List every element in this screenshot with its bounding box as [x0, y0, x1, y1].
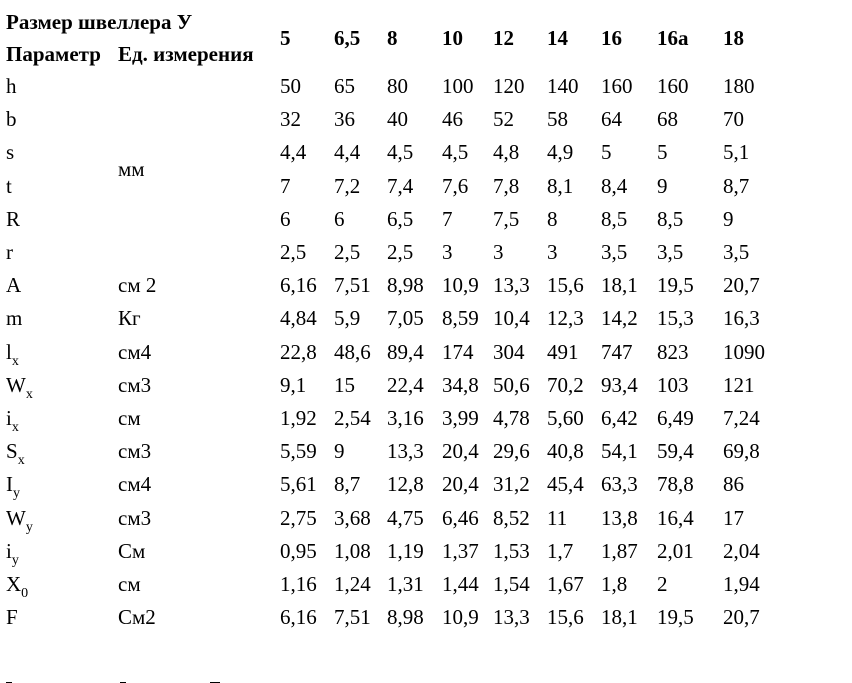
- value-cell: 20,7: [723, 605, 760, 630]
- unit-cell: см3: [118, 505, 152, 530]
- value-cell: 17: [723, 505, 744, 530]
- value-cell: 13,3: [493, 273, 530, 298]
- value-cell: 160: [601, 74, 633, 99]
- param-cell: [6, 103, 118, 136]
- value-cell: 9,1: [280, 372, 307, 397]
- param-subscript: x: [11, 419, 19, 435]
- value-cell: 7,8: [493, 173, 520, 198]
- unit-cell: см3: [118, 372, 152, 397]
- value-cell: 70: [723, 107, 744, 132]
- value-cell: 6,42: [601, 405, 638, 430]
- unit-cell: см: [118, 405, 141, 430]
- value-cell: 180: [723, 74, 755, 99]
- value-cell: 8,52: [493, 505, 530, 530]
- param-symbol: I: [6, 472, 13, 497]
- table-row: [6, 302, 783, 335]
- unit-cell-mm-group: мм: [118, 157, 145, 182]
- value-cell: 6,49: [657, 405, 694, 430]
- param-cell: [6, 236, 118, 269]
- value-cell: 7: [442, 206, 453, 231]
- value-cell: 1,8: [601, 571, 628, 596]
- value-cell: 58: [547, 107, 568, 132]
- param-symbol: S: [6, 439, 18, 464]
- value-cell: 3,68: [334, 505, 371, 530]
- unit-cell: см4: [118, 339, 152, 364]
- value-cell: 70,2: [547, 372, 584, 397]
- value-cell: 1,54: [493, 571, 530, 596]
- value-cell: 8,1: [547, 173, 574, 198]
- value-cell: 7,05: [387, 306, 424, 331]
- value-cell: 15: [334, 372, 355, 397]
- param-subscript: x: [11, 353, 19, 369]
- param-symbol: A: [6, 273, 22, 298]
- size-col: 6,5: [334, 25, 361, 50]
- value-cell: 68: [657, 107, 678, 132]
- param-symbol: b: [6, 107, 17, 132]
- value-cell: 16,4: [657, 505, 694, 530]
- table-row: [6, 535, 783, 568]
- value-cell: 64: [601, 107, 622, 132]
- value-cell: 8,59: [442, 306, 479, 331]
- table-row: [6, 568, 783, 601]
- param-symbol: W: [6, 505, 26, 530]
- param-symbol: h: [6, 74, 17, 99]
- table-row: [6, 601, 783, 634]
- value-cell: 140: [547, 74, 579, 99]
- value-cell: 103: [657, 372, 689, 397]
- table-row: [6, 269, 783, 302]
- size-col: 18: [723, 25, 744, 50]
- value-cell: 1,37: [442, 538, 479, 563]
- value-cell: 19,5: [657, 605, 694, 630]
- value-cell: 1,92: [280, 405, 317, 430]
- param-symbol: l: [6, 339, 12, 364]
- value-cell: 89,4: [387, 339, 424, 364]
- value-cell: 80: [387, 74, 408, 99]
- param-cell: [6, 269, 118, 302]
- value-cell: 20,4: [442, 472, 479, 497]
- table-row: [6, 468, 783, 501]
- value-cell: 100: [442, 74, 474, 99]
- value-cell: 13,3: [387, 439, 424, 464]
- value-cell: 8: [547, 206, 558, 231]
- value-cell: 3: [493, 240, 504, 265]
- value-cell: 7,4: [387, 173, 414, 198]
- value-cell: 8,5: [601, 206, 628, 231]
- param-symbol: i: [6, 405, 12, 430]
- param-symbol: r: [6, 240, 13, 265]
- value-cell: 15,6: [547, 605, 584, 630]
- value-cell: 3,5: [723, 240, 750, 265]
- value-cell: 4,4: [280, 140, 307, 165]
- value-cell: 4,9: [547, 140, 574, 165]
- value-cell: 1,44: [442, 571, 479, 596]
- value-cell: 5,1: [723, 140, 750, 165]
- value-cell: 50: [280, 74, 301, 99]
- value-cell: 2,75: [280, 505, 317, 530]
- value-cell: 18,1: [601, 273, 638, 298]
- unit-cell: см3: [118, 439, 152, 464]
- param-cell: [6, 136, 118, 169]
- value-cell: 7,5: [493, 206, 520, 231]
- value-cell: 32: [280, 107, 301, 132]
- value-cell: 63,3: [601, 472, 638, 497]
- value-cell: 12,3: [547, 306, 584, 331]
- value-cell: 6,46: [442, 505, 479, 530]
- value-cell: 491: [547, 339, 579, 364]
- value-cell: 8,4: [601, 173, 628, 198]
- value-cell: 34,8: [442, 372, 479, 397]
- unit-cell: см4: [118, 472, 152, 497]
- value-cell: 9: [723, 206, 734, 231]
- value-cell: 46: [442, 107, 463, 132]
- value-cell: 3: [442, 240, 453, 265]
- value-cell: 19,5: [657, 273, 694, 298]
- param-cell: [6, 601, 118, 634]
- param-subscript: y: [11, 552, 19, 568]
- value-cell: 93,4: [601, 372, 638, 397]
- value-cell: 4,4: [334, 140, 361, 165]
- value-cell: 20,4: [442, 439, 479, 464]
- param-cell: [6, 468, 118, 501]
- value-cell: 54,1: [601, 439, 638, 464]
- value-cell: 120: [493, 74, 525, 99]
- param-cell: [6, 203, 118, 236]
- value-cell: 0,95: [280, 538, 317, 563]
- value-cell: 160: [657, 74, 689, 99]
- value-cell: 5,61: [280, 472, 317, 497]
- value-cell: 3,99: [442, 405, 479, 430]
- value-cell: 20,7: [723, 273, 760, 298]
- value-cell: 22,4: [387, 372, 424, 397]
- value-cell: 10,9: [442, 605, 479, 630]
- value-cell: 48,6: [334, 339, 371, 364]
- value-cell: 12,8: [387, 472, 424, 497]
- value-cell: 8,5: [657, 206, 684, 231]
- param-cell: [6, 402, 118, 435]
- value-cell: 78,8: [657, 472, 694, 497]
- param-subscript: x: [25, 386, 33, 402]
- channel-spec-table: [6, 6, 783, 634]
- value-cell: 8,7: [334, 472, 361, 497]
- value-cell: 2,01: [657, 538, 694, 563]
- value-cell: 304: [493, 339, 525, 364]
- size-col: 8: [387, 25, 398, 50]
- value-cell: 1,31: [387, 571, 424, 596]
- param-cell: [6, 501, 118, 534]
- value-cell: 1,16: [280, 571, 317, 596]
- param-cell: [6, 369, 118, 402]
- value-cell: 8,98: [387, 605, 424, 630]
- value-cell: 3,5: [657, 240, 684, 265]
- param-subscript: x: [17, 453, 25, 469]
- value-cell: 10,9: [442, 273, 479, 298]
- cut-off-next-row: [6, 672, 406, 683]
- param-subscript: y: [25, 519, 33, 535]
- value-cell: 7: [280, 173, 291, 198]
- value-cell: 4,78: [493, 405, 530, 430]
- value-cell: 3,16: [387, 405, 424, 430]
- param-cell: [6, 336, 118, 369]
- param-symbol: W: [6, 372, 26, 397]
- value-cell: 40: [387, 107, 408, 132]
- value-cell: 59,4: [657, 439, 694, 464]
- value-cell: 65: [334, 74, 355, 99]
- value-cell: 2: [657, 571, 668, 596]
- param-cell: [6, 70, 118, 103]
- value-cell: 40,8: [547, 439, 584, 464]
- size-label: Размер швеллера У: [6, 9, 193, 34]
- value-cell: 3: [547, 240, 558, 265]
- unit-cell: Кг: [118, 306, 141, 331]
- value-cell: 6,16: [280, 273, 317, 298]
- value-cell: 3,5: [601, 240, 628, 265]
- value-cell: 9: [657, 173, 668, 198]
- param-symbol: s: [6, 140, 15, 165]
- value-cell: 1,87: [601, 538, 638, 563]
- value-cell: 52: [493, 107, 514, 132]
- value-cell: 8,7: [723, 173, 750, 198]
- value-cell: 174: [442, 339, 474, 364]
- value-cell: 747: [601, 339, 633, 364]
- value-cell: 50,6: [493, 372, 530, 397]
- value-cell: 36: [334, 107, 355, 132]
- value-cell: 7,6: [442, 173, 469, 198]
- value-cell: 4,84: [280, 306, 317, 331]
- param-label: Параметр: [6, 41, 101, 66]
- unit-cell: см: [118, 571, 141, 596]
- value-cell: 13,3: [493, 605, 530, 630]
- value-cell: 1,7: [547, 538, 574, 563]
- param-subscript: 0: [21, 585, 29, 601]
- param-subscript: y: [13, 486, 20, 502]
- value-cell: 5,9: [334, 306, 361, 331]
- value-cell: 45,4: [547, 472, 584, 497]
- value-cell: 5,60: [547, 405, 584, 430]
- header-row-size: [6, 6, 783, 38]
- value-cell: 11: [547, 505, 568, 530]
- value-cell: 15,6: [547, 273, 584, 298]
- table-row: [6, 435, 783, 468]
- value-cell: 7,51: [334, 273, 371, 298]
- value-cell: 1090: [723, 339, 765, 364]
- value-cell: 1,53: [493, 538, 530, 563]
- value-cell: 1,94: [723, 571, 760, 596]
- value-cell: 16,3: [723, 306, 760, 331]
- value-cell: 4,5: [442, 140, 469, 165]
- value-cell: 10,4: [493, 306, 530, 331]
- value-cell: 5: [657, 140, 668, 165]
- value-cell: 5,59: [280, 439, 317, 464]
- size-col: 16: [601, 25, 622, 50]
- table-row: [6, 402, 783, 435]
- value-cell: 121: [723, 372, 755, 397]
- value-cell: 4,8: [493, 140, 520, 165]
- value-cell: 4,75: [387, 505, 424, 530]
- value-cell: 2,5: [280, 240, 307, 265]
- value-cell: 1,08: [334, 538, 371, 563]
- value-cell: 6: [280, 206, 291, 231]
- value-cell: 7,24: [723, 405, 760, 430]
- value-cell: 22,8: [280, 339, 317, 364]
- value-cell: 86: [723, 472, 744, 497]
- unit-label: Ед. измерения: [118, 41, 254, 66]
- value-cell: 7,2: [334, 173, 361, 198]
- value-cell: 69,8: [723, 439, 760, 464]
- value-cell: 2,5: [334, 240, 361, 265]
- value-cell: 6,5: [387, 206, 414, 231]
- value-cell: 7,51: [334, 605, 371, 630]
- param-cell: [6, 568, 118, 601]
- value-cell: 2,04: [723, 538, 760, 563]
- value-cell: 6,16: [280, 605, 317, 630]
- table-row: [6, 501, 783, 534]
- value-cell: 5: [601, 140, 612, 165]
- param-cell: [6, 170, 118, 203]
- size-col: 10: [442, 25, 463, 50]
- value-cell: 1,19: [387, 538, 424, 563]
- param-symbol: F: [6, 605, 18, 630]
- unit-cell: см 2: [118, 273, 157, 298]
- value-cell: 8,98: [387, 273, 424, 298]
- value-cell: 9: [334, 439, 345, 464]
- table-row: [6, 369, 783, 402]
- param-cell: [6, 535, 118, 568]
- value-cell: 31,2: [493, 472, 530, 497]
- size-col: 14: [547, 25, 568, 50]
- table-row: [6, 70, 783, 103]
- param-symbol: m: [6, 306, 23, 331]
- value-cell: 823: [657, 339, 689, 364]
- value-cell: 2,5: [387, 240, 414, 265]
- size-col: 16а: [657, 25, 689, 50]
- value-cell: 13,8: [601, 505, 638, 530]
- param-symbol: X: [6, 571, 22, 596]
- unit-cell: См2: [118, 605, 156, 630]
- unit-cell: См: [118, 538, 146, 563]
- value-cell: 1,24: [334, 571, 371, 596]
- value-cell: 4,5: [387, 140, 414, 165]
- param-symbol: R: [6, 206, 21, 231]
- size-col: 5: [280, 25, 291, 50]
- table-row: [6, 336, 783, 369]
- param-symbol: i: [6, 538, 12, 563]
- param-cell: [6, 302, 118, 335]
- value-cell: 6: [334, 206, 345, 231]
- value-cell: 1,67: [547, 571, 584, 596]
- value-cell: 14,2: [601, 306, 638, 331]
- value-cell: 15,3: [657, 306, 694, 331]
- value-cell: 18,1: [601, 605, 638, 630]
- param-symbol: t: [6, 173, 12, 198]
- size-col: 12: [493, 25, 514, 50]
- param-cell: [6, 435, 118, 468]
- value-cell: 29,6: [493, 439, 530, 464]
- value-cell: 2,54: [334, 405, 371, 430]
